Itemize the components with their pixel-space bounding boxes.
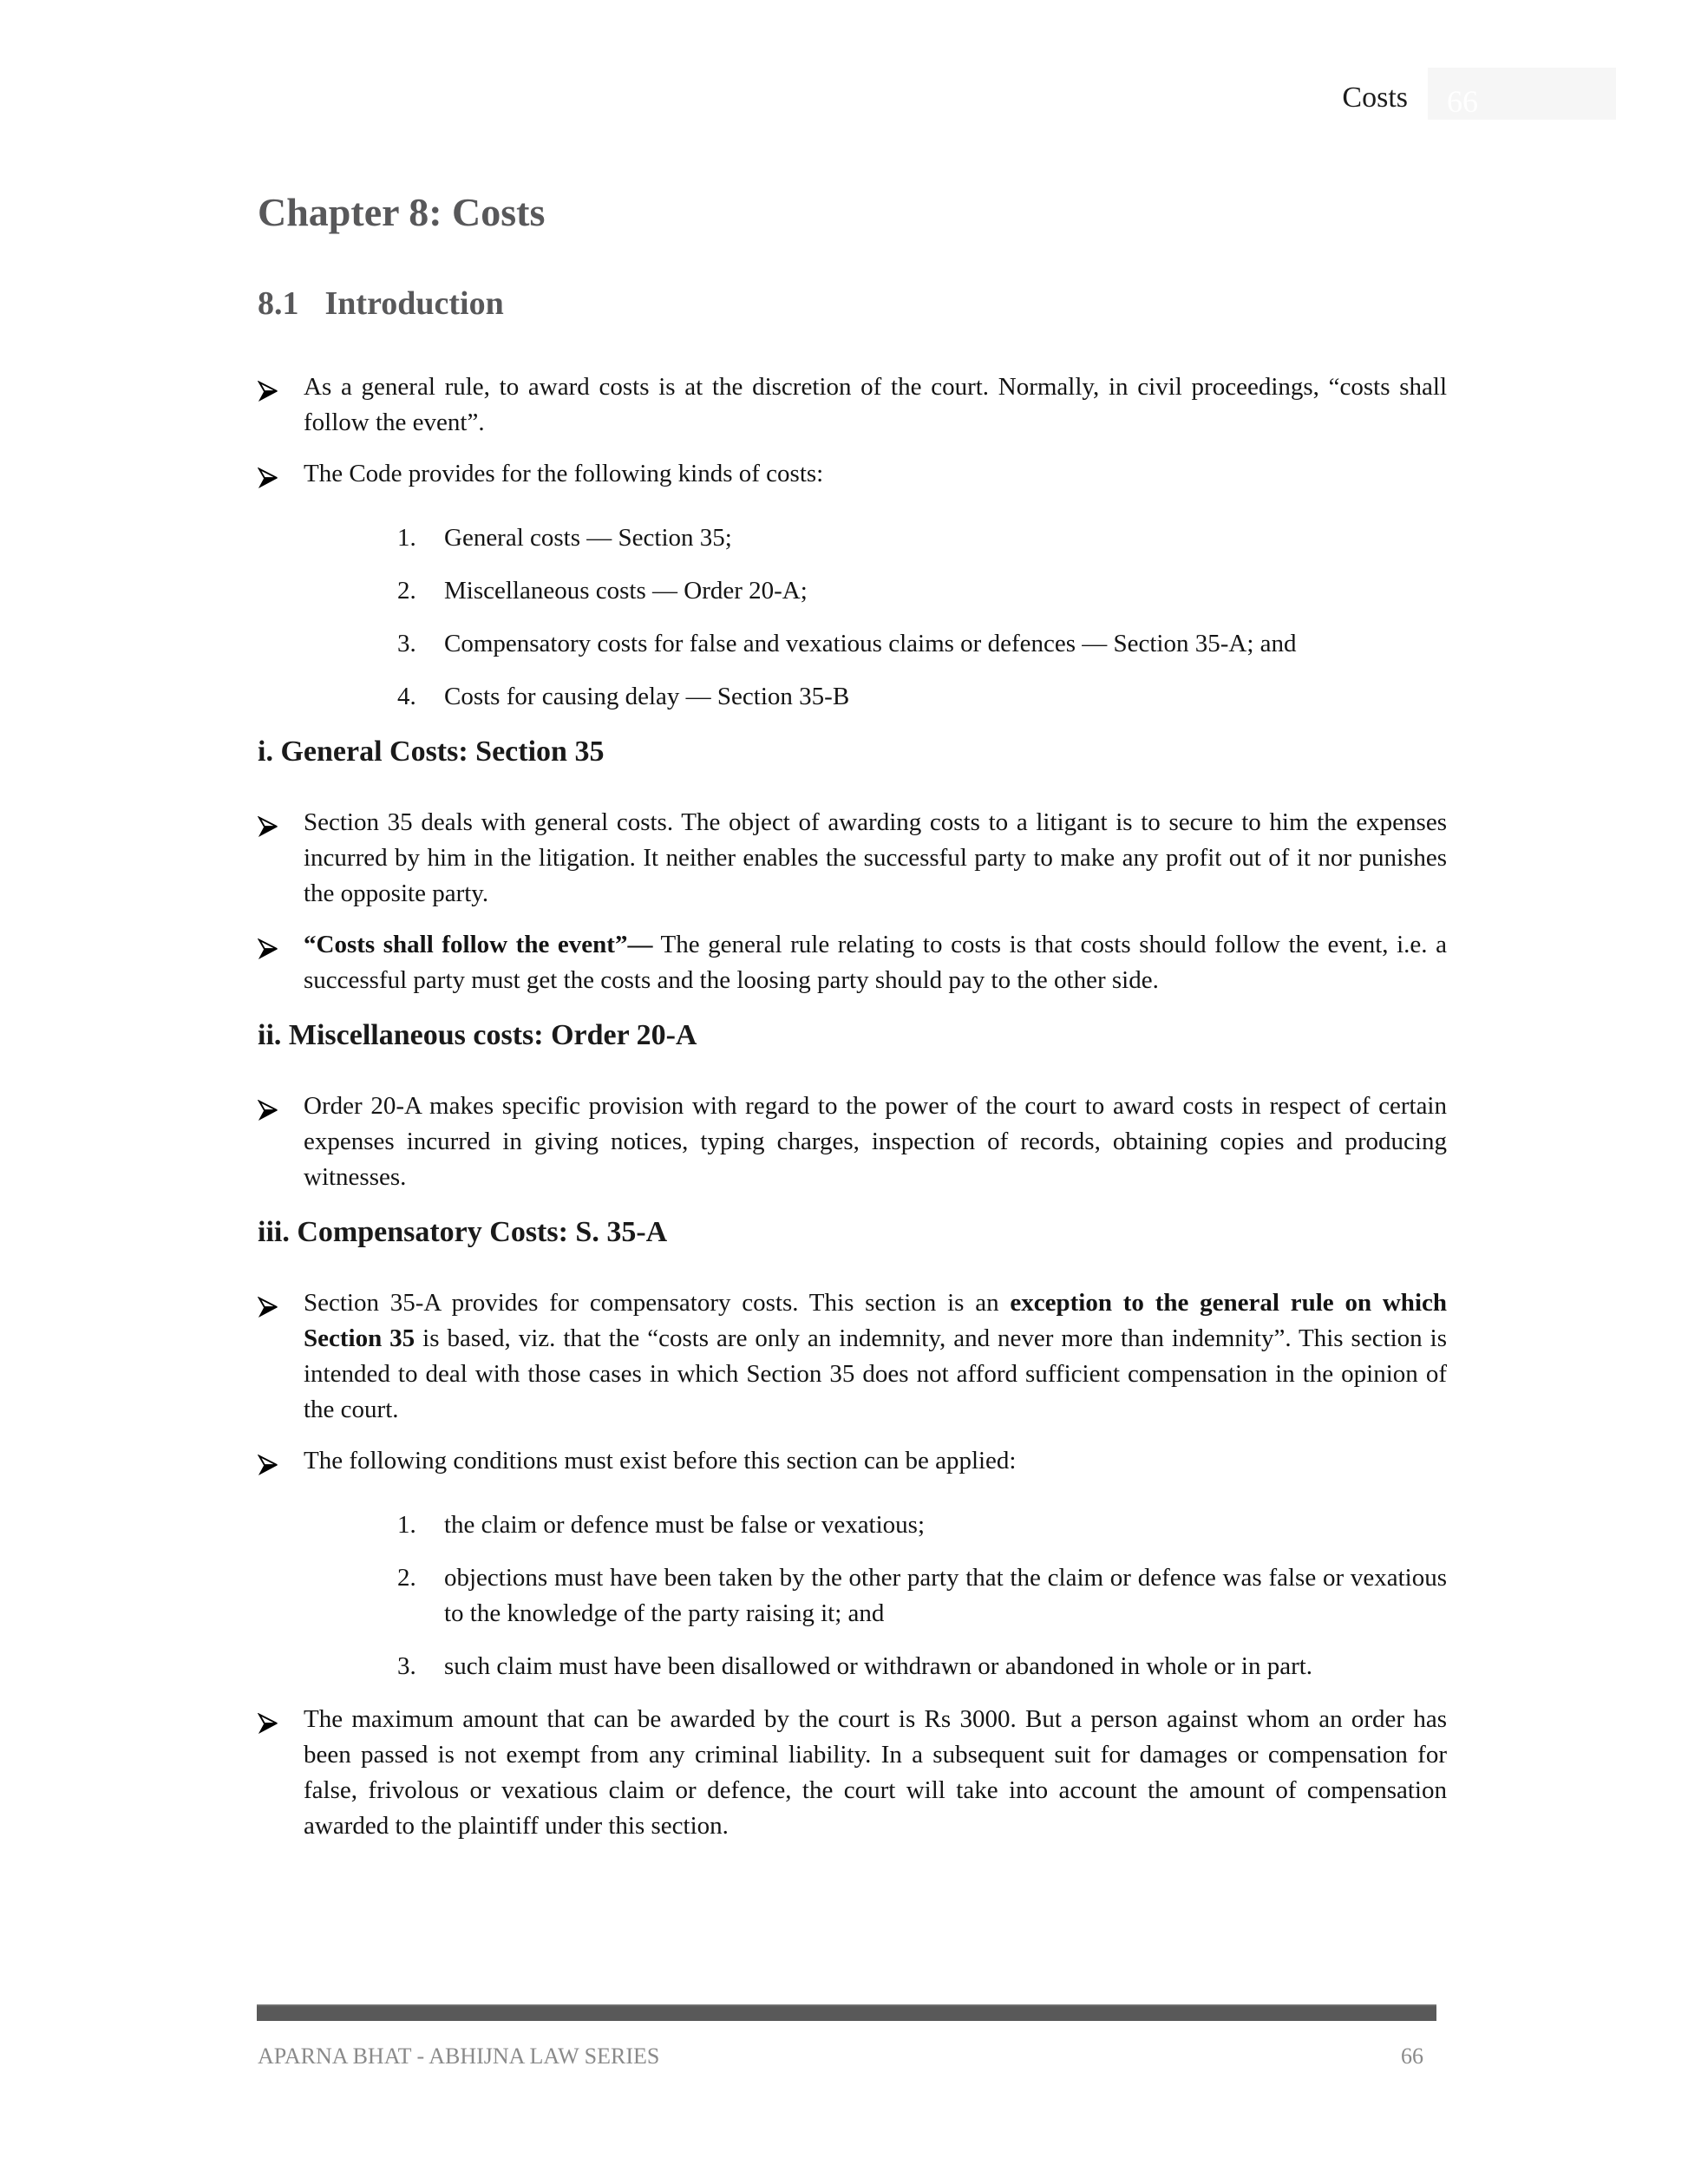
arrowhead-bullet-icon [258,369,304,413]
bullet-bold-lead: “Costs shall follow the event”— [304,931,653,958]
page-badge-number: 66 [1447,84,1478,119]
misc-costs-bullet-1 [258,1089,1447,1195]
list-item-number: 3. [397,1652,416,1680]
arrowhead-bullet-icon [258,1089,304,1132]
list-item-text: the claim or defence must be false or vexatious; [444,1511,926,1539]
arrowhead-bullet-icon [258,927,304,971]
list-item-number: 3. [397,630,416,657]
list-item-text: Costs for causing delay — Section 35-B [444,683,850,710]
footer-series-title: APARNA BHAT - ABHIJNA LAW SERIES [258,2043,660,2069]
list-item [397,1560,1447,1631]
list-item-text: Compensatory costs for false and vexatious claims or defences — Section 35-A; and [444,630,1297,657]
bullet-text: The following conditions must exist before this section can be applied: [304,1447,1017,1475]
heading-miscellaneous-costs: ii. Miscellaneous costs: Order 20-A [258,1019,697,1051]
list-item [397,679,1447,715]
bullet-rest: The general rule relating to costs is that costs should follow the event, i.e. a successful party must get the costs and the loosing party should pay to the other side. [304,931,1447,994]
page-footer [258,2043,1423,2070]
bullet-text [304,927,1447,998]
bullet-text: Section 35 deals with general costs. The object of awarding costs to a litigant is to secure to him the expenses incurred by him in the litigation. It neither enables the successful party to make any profit out of it nor punishes the opposite party. [304,808,1447,907]
arrowhead-bullet-icon [258,456,304,500]
list-item [397,1507,1447,1543]
bullet-text: Order 20-A makes specific provision with regard to the power of the court to award costs in respect of certain expenses incurred in giving notices, typing charges, inspection of records, obtaining copies and producing witnesses. [304,1092,1447,1191]
bullet-post: is based, viz. that the “costs are only an indemnity, and never more than indemnity”. This section is intended to deal with those cases in which Section 35 does not afford sufficient compensation in the opinion of the court. [304,1324,1447,1423]
section-number: 8.1 [258,285,299,322]
list-item [397,1649,1447,1684]
list-item-text: such claim must have been disallowed or withdrawn or abandoned in whole or in part. [444,1652,1313,1680]
chapter-title: Chapter 8: Costs [258,190,546,234]
heading-compensatory-costs: iii. Compensatory Costs: S. 35-A [258,1216,668,1248]
kinds-of-costs-list [258,520,1447,715]
bullet-text: The Code provides for the following kinds of costs: [304,460,824,487]
bullet-bold-phrase: exception to the general rule on which Section 35 [304,1289,1447,1352]
list-item [397,573,1447,609]
list-item-text: General costs — Section 35; [444,524,732,552]
list-item-number: 1. [397,524,416,552]
general-costs-bullet-2 [258,927,1447,998]
compensatory-bullet-2 [258,1443,1447,1487]
heading-general-costs: i. General Costs: Section 35 [258,736,605,768]
list-item-number: 1. [397,1511,416,1539]
section-name: Introduction [324,285,504,322]
intro-bullet-general-rule [258,369,1447,441]
list-item-number: 4. [397,683,416,710]
list-item-text: Miscellaneous costs — Order 20-A; [444,577,808,605]
footer-page-number: 66 [1401,2043,1423,2069]
arrowhead-bullet-icon [258,1443,304,1487]
bullet-text [304,1285,1447,1428]
list-item [397,520,1447,556]
bullet-text: As a general rule, to award costs is at the discretion of the court. Normally, in civil proceedings, “costs shall follow the event”. [304,373,1447,436]
arrowhead-bullet-icon [258,805,304,848]
intro-bullet-kinds-of-costs [258,456,1447,500]
bullet-text: The maximum amount that can be awarded by the court is Rs 3000. But a person against whom an order has been passed is not exempt from any criminal liability. In a subsequent suit for damages or compensation for false, frivolous or vexatious claim or defence, the court will take into account the amount of compensation awarded to the plaintiff under this section. [304,1705,1447,1840]
footer-divider-bar [257,2004,1436,2021]
arrowhead-bullet-icon [258,1285,304,1329]
general-costs-bullet-1 [258,805,1447,912]
running-header-title: Costs [1342,82,1408,114]
list-item-number: 2. [397,577,416,605]
section-title [258,284,1447,323]
list-item [397,626,1447,662]
list-item-text: objections must have been taken by the other party that the claim or defence was false or vexatious to the knowledge of the party raising it; and [444,1564,1447,1627]
list-item-number: 2. [397,1564,416,1592]
compensatory-bullet-1 [258,1285,1447,1428]
bullet-pre: Section 35-A provides for compensatory costs. This section is an [304,1289,1011,1317]
conditions-list [258,1507,1447,1684]
compensatory-bullet-3 [258,1702,1447,1844]
arrowhead-bullet-icon [258,1702,304,1745]
